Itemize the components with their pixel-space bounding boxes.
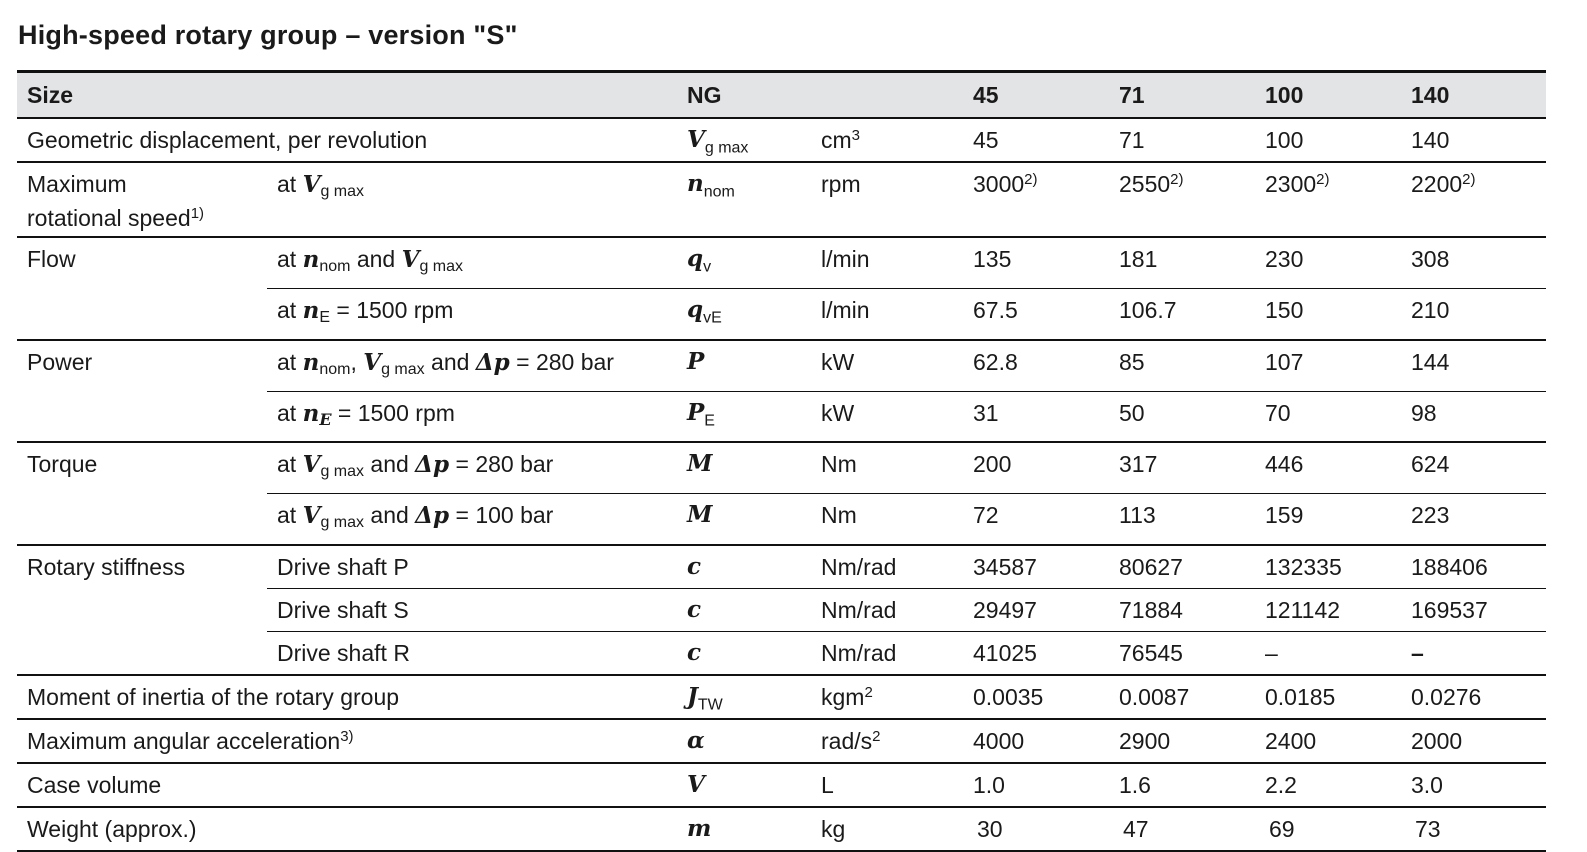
header-size: 71 [1109,72,1255,119]
row-value: 29497 [963,589,1109,632]
row-value: 0.0087 [1109,675,1255,719]
row-value: 1.0 [963,763,1109,807]
row-label: Power [17,340,267,442]
table-header-row [17,72,1546,119]
row-value: 34587 [963,545,1109,589]
row-value: 73 [1401,807,1546,851]
row-condition: Drive shaft S [267,589,677,632]
table-row [17,118,1546,162]
row-unit: rpm [811,162,963,237]
row-value: 0.0185 [1255,675,1401,719]
row-unit: L [811,763,963,807]
row-condition: at nnom and Vg max [267,237,677,289]
row-value: 71884 [1109,589,1255,632]
header-size-label: Size [17,72,677,119]
row-value: 47 [1109,807,1255,851]
table-row [17,545,1546,589]
row-value: 3.0 [1401,763,1546,807]
table-row [17,763,1546,807]
row-value: 230 [1255,237,1401,289]
row-symbol: $n_{nom}$ [677,162,811,237]
row-value: – [1255,632,1401,676]
row-value: 144 [1401,340,1546,392]
row-condition: at nnom, Vg max and Δp = 280 bar [267,340,677,392]
row-condition: at nE = 1500 rpm [267,392,677,443]
row-unit: kW [811,340,963,392]
row-value: 67.5 [963,289,1109,341]
row-symbol: $J_{TW}$ [677,675,811,719]
row-symbol: c [677,632,811,676]
row-value: 140 [1411,127,1450,153]
row-label: Rotary stiffness [17,545,267,675]
row-value: 72 [963,494,1109,546]
row-symbol: $q_v$ [677,237,811,289]
row-value: 0.0276 [1401,675,1546,719]
row-value: – [1401,632,1546,676]
row-value: 2200$^{2)}$ [1401,162,1546,237]
row-value: 2900 [1109,719,1255,763]
row-value: 1.6 [1109,763,1255,807]
row-value: 150 [1255,289,1401,341]
row-value: 317 [1109,442,1255,494]
row-symbol: c [677,545,811,589]
row-label: Torque [17,442,267,545]
row-symbol: $V_{g max}$ [687,126,749,157]
row-label: Geometric displacement, per revolution [27,127,428,153]
row-value: 210 [1401,289,1546,341]
row-value: 2400 [1255,719,1401,763]
row-symbol: P [677,340,811,392]
table-row [17,719,1546,763]
row-unit: rad/$s^2$ [811,719,963,763]
row-unit: $cm^3$ [821,127,861,153]
row-value: 50 [1109,392,1255,443]
row-value: 121142 [1255,589,1401,632]
header-size: 140 [1401,72,1546,119]
row-condition: at Vg max and Δp = 100 bar [267,494,677,546]
row-value: 98 [1401,392,1546,443]
row-value: 188406 [1401,545,1546,589]
row-symbol: m [677,807,811,851]
row-value: 71 [1119,127,1145,153]
row-symbol: M [677,442,811,494]
row-condition: Drive shaft R [267,632,677,676]
row-value: 135 [963,237,1109,289]
row-label: Case volume [17,763,677,807]
page-title: High-speed rotary group – version "S" [18,20,518,50]
row-value: 159 [1255,494,1401,546]
row-value: 4000 [963,719,1109,763]
row-symbol: c [677,589,811,632]
row-symbol: $P_E$ [677,392,811,443]
row-label: Moment of inertia of the rotary group [17,675,677,719]
row-value: 85 [1109,340,1255,392]
row-unit: l/min [811,237,963,289]
row-value: 2300$^{2)}$ [1255,162,1401,237]
header-unit [811,72,963,119]
row-value: 76545 [1109,632,1255,676]
row-unit: Nm/rad [811,589,963,632]
table-row [17,807,1546,851]
table-row [17,237,1546,289]
row-condition: Drive shaft P [267,545,677,589]
row-label: Weight (approx.) [17,807,677,851]
specifications-table [17,70,1546,852]
row-value: 2000 [1401,719,1546,763]
row-unit: Nm [811,494,963,546]
row-value: 107 [1255,340,1401,392]
row-symbol: α [677,719,811,763]
row-value: 70 [1255,392,1401,443]
row-value: 62.8 [963,340,1109,392]
row-symbol: $q_{vE}$ [677,289,811,341]
header-size: 45 [963,72,1109,119]
row-value: 2550$^{2)}$ [1109,162,1255,237]
row-value: 69 [1255,807,1401,851]
table-row [17,162,1546,237]
row-value: 100 [1265,127,1304,153]
row-condition: at nE = 1500 rpm [267,289,677,341]
row-symbol: M [677,494,811,546]
row-unit: kg [811,807,963,851]
row-value: 0.0035 [963,675,1109,719]
row-unit: Nm/rad [811,545,963,589]
row-value: 308 [1401,237,1546,289]
row-label: Maximum angular acceleration$^{3)}$ [17,719,677,763]
row-value: 113 [1109,494,1255,546]
row-symbol: V [677,763,811,807]
row-value: 200 [963,442,1109,494]
row-label: Maximum rotational speed$^{1)}$ [17,162,267,237]
row-value: 80627 [1109,545,1255,589]
row-unit: Nm [811,442,963,494]
row-value: 446 [1255,442,1401,494]
row-value: 223 [1401,494,1546,546]
header-size: 100 [1255,72,1401,119]
row-value: 3000$^{2)}$ [963,162,1109,237]
row-value: 30 [963,807,1109,851]
row-unit: l/min [811,289,963,341]
row-value: 106.7 [1109,289,1255,341]
table-row [17,340,1546,392]
row-unit: kgm$^2$ [811,675,963,719]
row-value: 624 [1401,442,1546,494]
row-value: 181 [1109,237,1255,289]
row-value: 41025 [963,632,1109,676]
row-condition: at Vg max [267,162,677,237]
row-label: Flow [17,237,267,340]
table-row [17,442,1546,494]
row-condition: at Vg max and Δp = 280 bar [267,442,677,494]
header-symbol: NG [677,72,811,119]
row-unit: Nm/rad [811,632,963,676]
table-row [17,675,1546,719]
row-value: 45 [973,127,999,153]
row-value: 2.2 [1255,763,1401,807]
row-unit: kW [811,392,963,443]
row-value: 169537 [1401,589,1546,632]
row-value: 31 [963,392,1109,443]
row-value: 132335 [1255,545,1401,589]
